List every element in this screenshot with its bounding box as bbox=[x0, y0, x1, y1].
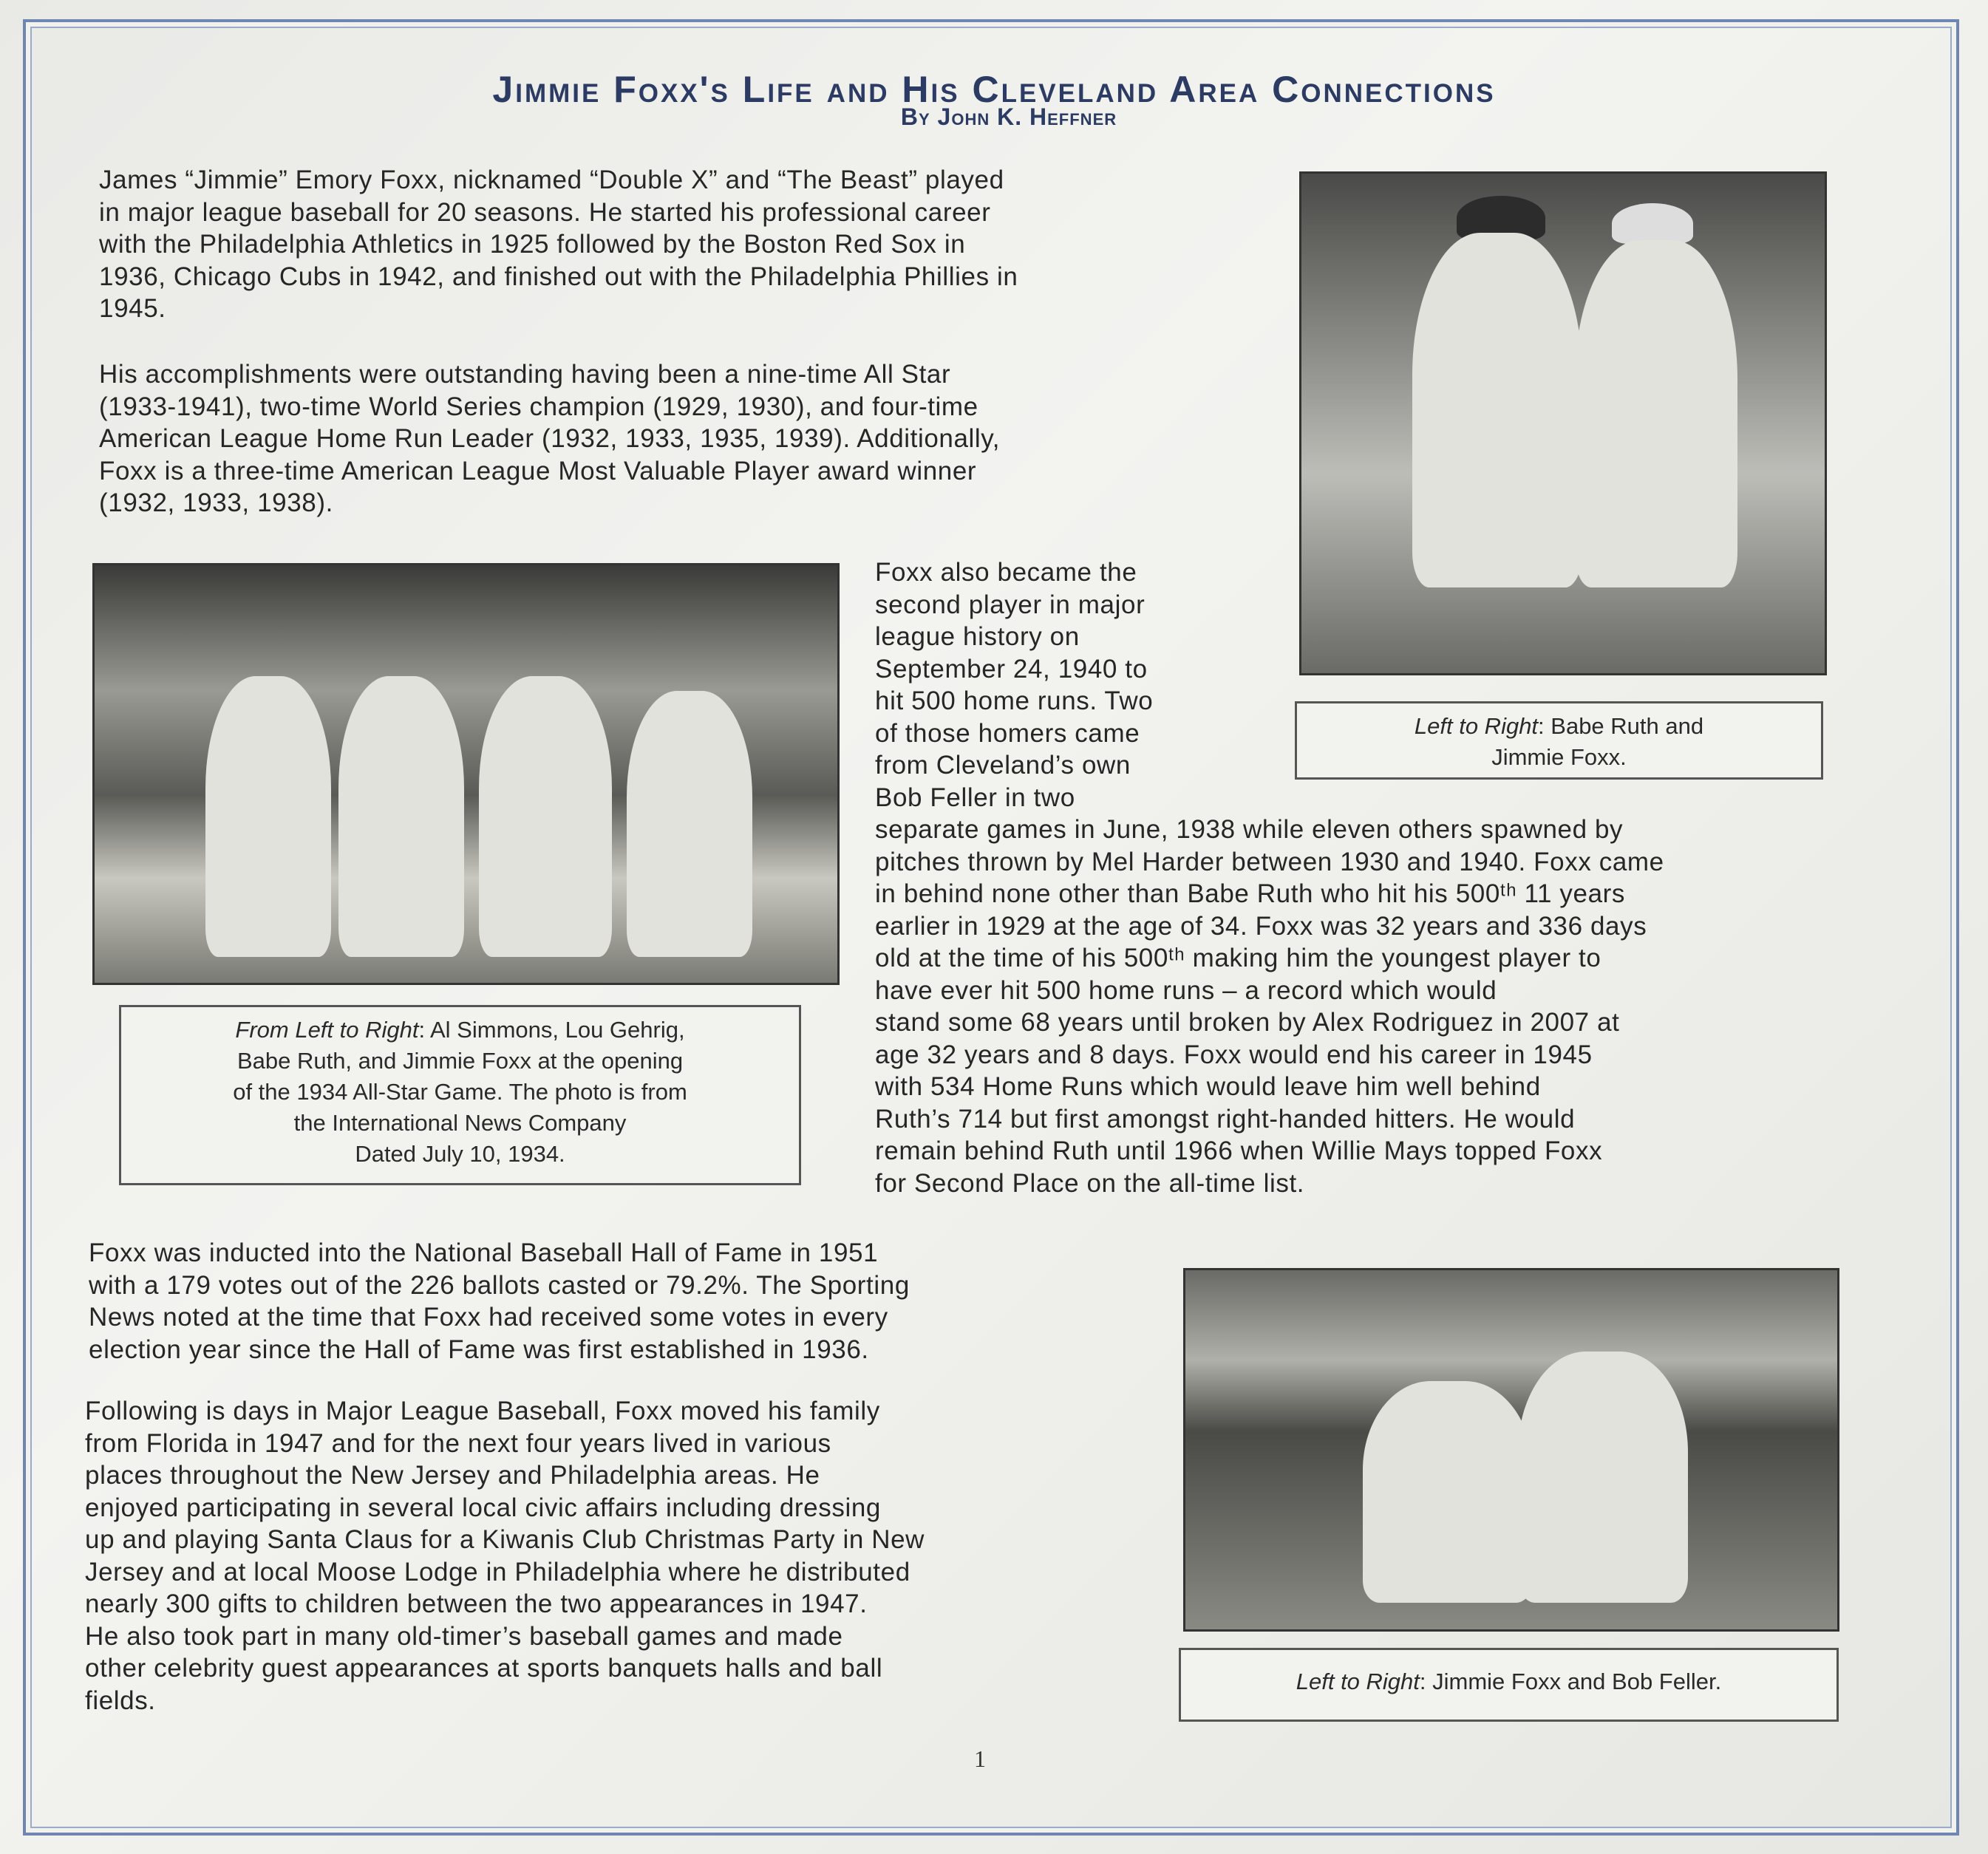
text-line: with a 179 votes out of the 226 ballots casted or 79.2%. The Sporting bbox=[89, 1270, 910, 1300]
text-line: of those homers came bbox=[875, 718, 1140, 748]
caption-line: the International News Company bbox=[293, 1110, 627, 1136]
paragraph-hall-of-fame bbox=[89, 1237, 910, 1366]
text-line: for Second Place on the all-time list. bbox=[875, 1168, 1305, 1198]
text-line: His accomplishments were outstanding having been a nine-time All Star bbox=[99, 360, 951, 389]
text-line: election year since the Hall of Fame was first established in 1936. bbox=[89, 1335, 869, 1364]
text-line: James “Jimmie” Emory Foxx, nicknamed “Double X” and “The Beast” played bbox=[99, 166, 1004, 194]
paragraph-intro bbox=[99, 164, 1018, 325]
caption-foxx-and-feller bbox=[1179, 1648, 1839, 1722]
photo-foxx-and-feller bbox=[1183, 1268, 1839, 1632]
text-line: Foxx is a three-time American League Most Valuable Player award winner bbox=[99, 456, 977, 485]
text-line: league history on bbox=[875, 622, 1080, 651]
text-line: News noted at the time that Foxx had received some votes in every bbox=[89, 1303, 888, 1332]
caption-line: Babe Ruth, and Jimmie Foxx at the opening bbox=[236, 1048, 684, 1074]
text-line: separate games in June, 1938 while eleven others spawned by bbox=[875, 815, 1624, 844]
text-line: nearly 300 gifts to children between the two appearances in 1947. bbox=[85, 1589, 868, 1618]
text-line: American League Home Run Leader (1932, 1933, 1935, 1939). Additionally, bbox=[99, 424, 1001, 453]
text-line: from Cleveland’s own bbox=[875, 751, 1131, 780]
text-line: fields. bbox=[85, 1686, 156, 1715]
caption-line: Jimmie Foxx. bbox=[1491, 744, 1627, 770]
photo-ruth-and-foxx bbox=[1299, 171, 1827, 675]
text-line: with the Philadelphia Athletics in 1925 followed by the Boston Red Sox in bbox=[99, 230, 966, 259]
caption-lead: Left to Right bbox=[1414, 713, 1539, 739]
caption-line: Dated July 10, 1934. bbox=[355, 1141, 565, 1167]
text-line: enjoyed participating in several local civic affairs including dressing bbox=[85, 1493, 881, 1522]
text-line: earlier in 1929 at the age of 34. Foxx was 32 years and 336 days bbox=[875, 911, 1647, 941]
paragraph-accomplishments bbox=[99, 358, 1000, 519]
byline: By John K. Heffner bbox=[900, 103, 1117, 130]
paragraph-later-life bbox=[85, 1395, 925, 1717]
caption-ruth-and-foxx bbox=[1295, 701, 1823, 780]
caption-line: : Jimmie Foxx and Bob Feller. bbox=[1419, 1669, 1722, 1694]
text-line: Following is days in Major League Baseball, Foxx moved his family bbox=[85, 1397, 880, 1425]
text-line: old at the time of his 500ᵗʰ making him the youngest player to bbox=[875, 944, 1601, 972]
caption-line: : Babe Ruth and bbox=[1538, 713, 1704, 739]
text-line: (1932, 1933, 1938). bbox=[99, 488, 333, 517]
text-line: second player in major bbox=[875, 590, 1146, 619]
text-line: with 534 Home Runs which would leave him well behind bbox=[875, 1072, 1541, 1101]
text-line: He also took part in many old-timer’s baseball games and made bbox=[85, 1621, 843, 1651]
text-line: have ever hit 500 home runs – a record which would bbox=[875, 975, 1497, 1005]
text-line: in behind none other than Babe Ruth who hit his 500ᵗʰ 11 years bbox=[875, 879, 1625, 908]
caption-line: : Al Simmons, Lou Gehrig, bbox=[418, 1017, 685, 1043]
text-line: up and playing Santa Claus for a Kiwanis Club Christmas Party in New bbox=[85, 1525, 925, 1554]
text-line: pitches thrown by Mel Harder between 1930 and 1940. Foxx came bbox=[875, 847, 1664, 876]
text-line: stand some 68 years until broken by Alex Rodriguez in 2007 at bbox=[875, 1008, 1620, 1037]
text-line: Jersey and at local Moose Lodge in Philadelphia where he distributed bbox=[85, 1557, 910, 1587]
page-title: Jimmie Foxx's Life and His Cleveland Area Connections bbox=[492, 69, 1496, 110]
text-line: age 32 years and 8 days. Foxx would end his career in 1945 bbox=[875, 1040, 1593, 1069]
text-line: Ruth’s 714 but first amongst right-handed hitters. He would bbox=[875, 1104, 1576, 1134]
caption-lead: Left to Right bbox=[1296, 1669, 1420, 1694]
text-line: in major league baseball for 20 seasons. He started his professional career bbox=[99, 197, 991, 227]
text-line: from Florida in 1947 and for the next four years lived in various bbox=[85, 1428, 831, 1458]
page-number: 1 bbox=[974, 1745, 986, 1772]
text-line: 1936, Chicago Cubs in 1942, and finished out with the Philadelphia Phillies in bbox=[99, 262, 1018, 291]
text-line: 1945. bbox=[99, 294, 166, 323]
text-line: places throughout the New Jersey and Philadelphia areas. He bbox=[85, 1461, 820, 1490]
text-line: Foxx was inducted into the National Baseball Hall of Fame in 1951 bbox=[89, 1238, 879, 1267]
text-line: September 24, 1940 to bbox=[875, 654, 1148, 684]
caption-allstar-game bbox=[119, 1005, 801, 1185]
caption-lead: From Left to Right bbox=[235, 1017, 419, 1043]
text-line: hit 500 home runs. Two bbox=[875, 686, 1154, 715]
caption-line: of the 1934 All-Star Game. The photo is from bbox=[233, 1079, 687, 1105]
text-line: Foxx also became the bbox=[875, 558, 1137, 587]
photo-allstar-game-1934 bbox=[92, 563, 840, 985]
text-line: remain behind Ruth until 1966 when Willie Mays topped Foxx bbox=[875, 1136, 1603, 1165]
text-line: (1933-1941), two-time World Series champion (1929, 1930), and four-time bbox=[99, 392, 978, 421]
text-line: other celebrity guest appearances at sports banquets halls and ball bbox=[85, 1654, 883, 1683]
text-line: Bob Feller in two bbox=[875, 783, 1075, 812]
